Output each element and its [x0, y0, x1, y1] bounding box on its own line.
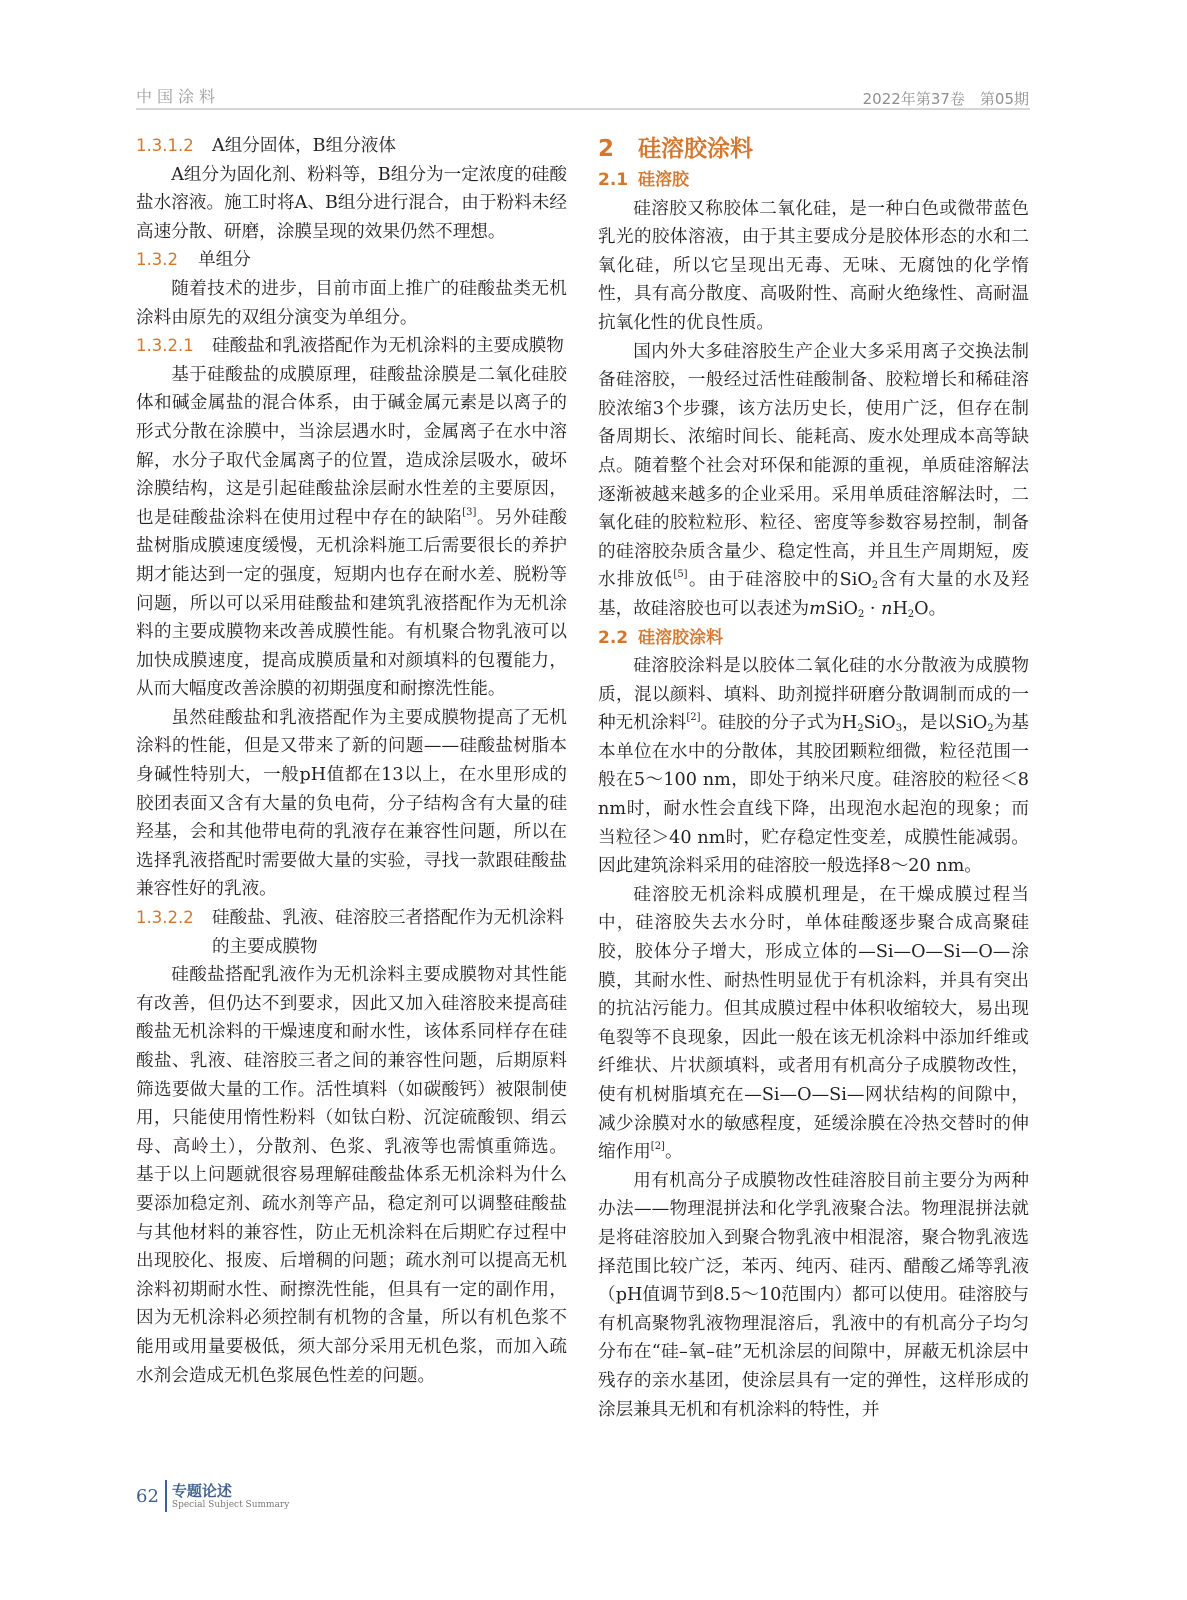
text-run: A组分固体，B组分液体: [212, 136, 396, 156]
text-run: 随着技术的进步，目前市面上推广的硅酸盐类无机涂料由原先的双组分演变为单组分。: [136, 278, 567, 328]
paragraph: [136, 161, 567, 247]
heading-title: [198, 246, 567, 275]
text-run: 国内外大多硅溶胶生产企业大多采用离子交换法制备硅溶胶，一般经过活性硅酸制备、胶粒增长和稀硅溶胶浓缩3个步骤，该方法历史长，使用广泛，但存在制备周期长、浓缩时间长、能耗高、废水处理成本高等缺点。随着整个社会对环保和能源的重视，单质硅溶解法逐渐被越来越多的企业采用。采用单质硅溶解法时，二氧化硅的胶粒粒形、粒径、密度等参数容易控制，制备的硅溶胶杂质含量少、稳定性高，并且生产周期短，废水排放低: [598, 341, 1029, 591]
subsubsection-heading: [136, 332, 567, 361]
heading-title: [638, 628, 723, 648]
text-run: O。: [914, 598, 947, 619]
text-run: 硅溶胶无机涂料成膜机理是，在干燥成膜过程当中，硅溶胶失去水分时，单体硅酸逐步聚合成高聚硅胶，胶体分子增大，形成立体的—Si—O—Si—O—涂膜，其耐水性、耐热性明显优于有机涂料，并具有突出的抗沾污能力。但其成膜过程中体积收缩较大，易出现龟裂等不良现象，因此一般在该无机涂料中添加纤维或纤维状、片状颜填料，或者用有机高分子成膜物改性，使有机树脂填充在—Si—O—Si—网状结构的间隙中，减少涂膜对水的敏感程度，延缓涂膜在冷热交替时的伸缩作用: [598, 884, 1029, 1163]
text-run: 硅溶胶涂料: [638, 627, 723, 648]
text-run: 硅溶胶涂料是以胶体二氧化硅的水分散液为成膜物质，混以颜料、填料、助剂搅拌研磨分散调制而成的一种无机涂料: [598, 656, 1029, 734]
text-run: ，是以SiO: [902, 713, 988, 734]
heading-number: 1.3.2: [136, 250, 178, 270]
text-run: 用有机高分子成膜物改性硅溶胶目前主要分为两种办法——物理混拼法和化学乳液聚合法。物理混拼法就是将硅溶胶加入到聚合物乳液中相混溶，聚合物乳液选择范围比较广泛，苯丙、纯丙、硅丙、醋酸乙烯等乳液（pH值调节到8.5～10范围内）都可以使用。硅溶胶与有机高聚物乳液物理混溶后，乳液中的有机高分子均匀分布在“硅–氧–硅”无机涂层的间隙中，屏蔽无机涂层中残存的亲水基团，使涂层具有一定的弹性，这样形成的涂层兼具无机和有机涂料的特性，并: [598, 1170, 1029, 1420]
citation: [5]: [673, 569, 688, 581]
paragraph: [598, 338, 1029, 624]
text-run: A组分为固化剂、粉料等，B组分为一定浓度的硅酸盐水溶液。施工时将A、B组分进行混合，由于粉料未经高速分散、研磨，涂膜呈现的效果仍然不理想。: [136, 164, 567, 242]
text-run: 。硅胶的分子式为H: [700, 713, 858, 734]
heading-title: [212, 332, 567, 361]
subscript: 2: [857, 608, 865, 620]
text-run: 基于硅酸盐的成膜原理，硅酸盐涂膜是二氧化硅胶体和碱金属盐的混合体系，由于碱金属元素是以离子的形式分散在涂膜中，当涂层遇水时，金属离子在水中溶解，水分子取代金属离子的位置，造成涂层吸水，破坏涂膜结构，这是引起硅酸盐涂层耐水性差的主要原因，也是硅酸盐涂料在使用过程中存在的缺陷: [136, 364, 567, 528]
heading-number: 1.3.2.1: [136, 336, 194, 356]
page-number: 62: [136, 1485, 159, 1507]
heading-number: 2: [598, 136, 615, 162]
heading-number: 1.3.2.2: [136, 908, 194, 928]
section-title-en: Special Subject Summary: [171, 1499, 290, 1510]
heading-number: 2.2: [598, 627, 629, 648]
heading-title: [212, 132, 567, 161]
heading-title: [212, 904, 567, 961]
issue-info: 2022年第37卷 第05期: [862, 90, 1029, 108]
text-run: H: [892, 598, 908, 619]
subscript: 3: [895, 723, 903, 735]
text-run: 硅溶胶涂料: [638, 136, 753, 162]
heading-title: [638, 136, 753, 162]
citation: [2]: [650, 1141, 665, 1153]
paragraph: [136, 361, 567, 704]
italic-variable: m: [809, 598, 826, 619]
paragraph: [598, 652, 1029, 881]
text-run: 单组分: [198, 250, 251, 271]
text-run: 虽然硅酸盐和乳液搭配作为主要成膜物提高了无机涂料的性能，但是又带来了新的问题——硅酸盐树脂本身碱性特别大，一般pH值都在13以上，在水里形成的胶团表面又含有大量的负电荷，分子结构含有大量的硅羟基，会和其他带电荷的乳液存在兼容性问题，所以在选择乳液搭配时需要做大量的实验，寻找一款跟硅酸盐兼容性好的乳液。: [136, 707, 567, 900]
text-run: 硅酸盐、乳液、硅溶胶三者搭配作为无机涂料的主要成膜物: [212, 908, 564, 957]
paragraph: [136, 704, 567, 904]
text-run: 硅溶胶: [638, 170, 689, 190]
italic-variable: n: [881, 598, 893, 619]
text-run: 硅酸盐搭配乳液作为无机涂料主要成膜物对其性能有改善，但仍达不到要求，因此又加入硅溶胶来提高硅酸盐无机涂料的干燥速度和耐水性，该体系同样存在硅酸盐、乳液、硅溶胶三者之间的兼容性问题，后期原料筛选要做大量的工作。活性填料（如碳酸钙）被限制使用，只能使用惰性粉料（如钛白粉、沉淀硫酸钡、绢云母、高岭土），分散剂、色浆、乳液等也需慎重筛选。基于以上问题就很容易理解硅酸盐体系无机涂料为什么要添加稳定剂、疏水剂等产品，稳定剂可以调整硅酸盐与其他材料的兼容性，防止无机涂料在后期贮存过程中出现胶化、报废、后增稠的问题；疏水剂可以提高无机涂料初期耐水性、耐擦洗性能，但具有一定的副作用，因为无机涂料必须控制有机物的含量，所以有机色浆不能用或用量要极低，须大部分采用无机色浆，而加入疏水剂会造成无机色浆展色性差的问题。: [136, 965, 567, 1386]
paragraph: [136, 961, 567, 1390]
text-run: 为基本单位在水中的分散体，其胶团颗粒细微，粒径范围一般在5～100 nm，即处于纳米尺度。硅溶胶的粒径＜8 nm时，耐水性会直线下降，出现泡水起泡的现象；而当粒径＞40 nm时，贮存稳定性变差，成膜性能减弱。因此建筑涂料采用的硅溶胶一般选择8～20 nm。: [598, 713, 1029, 877]
section-title-cn: 专题论述: [171, 1481, 232, 1500]
text-run: 硅酸盐和乳液搭配作为无机涂料的主要成膜物: [212, 336, 564, 357]
heading-number: 2.1: [598, 170, 629, 190]
right-column: [598, 132, 1029, 1424]
subscript: 2: [987, 723, 994, 735]
citation: [2]: [686, 712, 701, 724]
paragraph: [598, 195, 1029, 338]
section-heading: [598, 132, 1029, 166]
paragraph: [598, 1167, 1029, 1424]
subsubsection-heading: [136, 246, 567, 275]
left-column: [136, 132, 567, 1390]
journal-name: 中国涂料: [136, 87, 221, 106]
subscript: 2: [907, 608, 915, 620]
text-run: SiO: [825, 598, 858, 619]
text-run: SiO: [863, 713, 896, 734]
footer-divider: [165, 1480, 167, 1512]
subsection-heading: [598, 166, 1029, 195]
paragraph: [598, 881, 1029, 1167]
citation: [3]: [462, 506, 477, 518]
text-run: 硅溶胶又称胶体二氧化硅，是一种白色或微带蓝色乳光的胶体溶液，由于其主要成分是胶体形态的水和二氧化硅，所以它呈现出无毒、无味、无腐蚀的化学惰性，具有高分散度、高吸附性、高耐火绝缘性、高耐温抗氧化性的优良性质。: [598, 198, 1029, 333]
paragraph: [136, 275, 567, 332]
text-run: 。另外硅酸盐树脂成膜速度缓慢，无机涂料施工后需要很长的养护期才能达到一定的强度，短期内也存在耐水差、脱粉等问题，所以可以采用硅酸盐和建筑乳液搭配作为无机涂料的主要成膜物来改善成膜性能。有机聚合物乳液可以加快成膜速度，提高成膜质量和对颜填料的包覆能力，从而大幅度改善涂膜的初期强度和耐擦洗性能。: [136, 507, 567, 700]
subsection-heading: [598, 624, 1029, 653]
subsubsection-heading: [136, 904, 567, 961]
header-divider: [136, 108, 1030, 110]
text-run: 含有大量的水及羟基，故硅溶胶也可以表述为: [598, 570, 1029, 619]
subscript: 2: [871, 580, 879, 592]
page-footer: [136, 1480, 289, 1512]
text-run: 。: [664, 1142, 683, 1163]
heading-title: [638, 170, 689, 190]
text-run: 。由于硅溶胶中的SiO: [687, 570, 872, 591]
heading-number: 1.3.1.2: [136, 136, 194, 155]
text-run: ·: [864, 598, 882, 619]
subsubsection-heading: [136, 132, 567, 161]
subscript: 2: [857, 723, 864, 735]
